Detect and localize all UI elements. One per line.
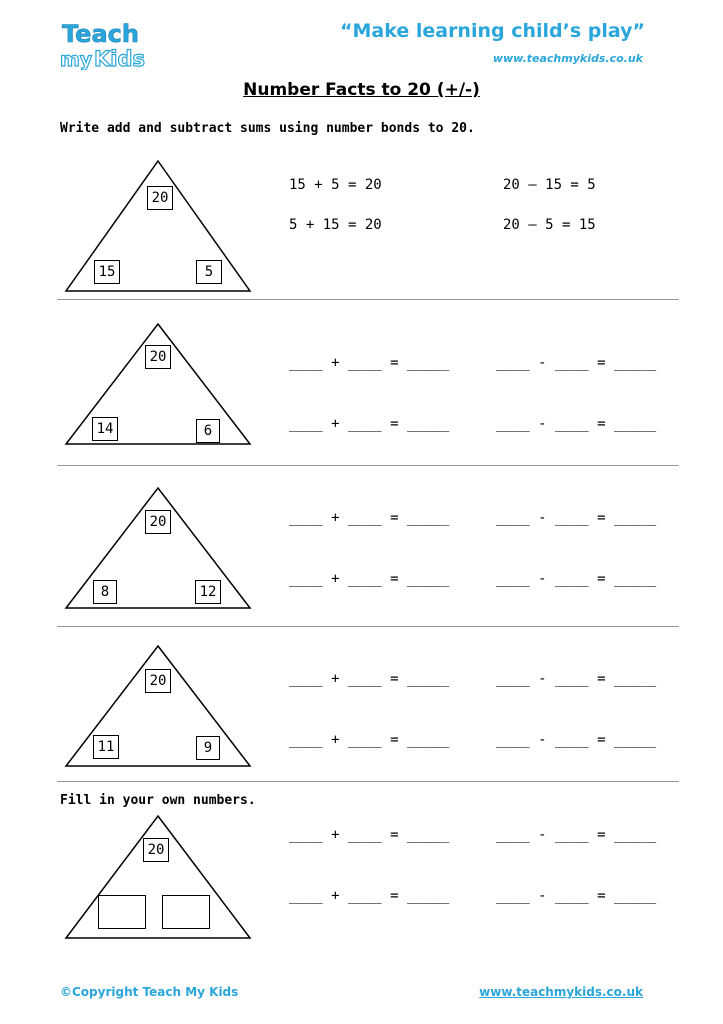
svg-text:Teach: Teach xyxy=(62,20,139,48)
divider xyxy=(57,626,679,627)
triangle-example xyxy=(64,160,254,294)
svg-text:my: my xyxy=(60,49,93,70)
problem-3-right-number: 9 xyxy=(196,736,220,760)
subtraction-blank[interactable]: ____ - ____ = _____ xyxy=(496,355,657,371)
problem-2-left-number: 8 xyxy=(93,580,117,604)
addition-blank[interactable]: ____ + ____ = _____ xyxy=(289,355,450,371)
problem-1-top-number: 20 xyxy=(145,345,171,369)
example-equation: 15 + 5 = 20 xyxy=(289,177,382,193)
worksheet-instruction: Write add and subtract sums using number bonds to 20. xyxy=(60,121,475,136)
problem-3-top-number: 20 xyxy=(145,669,171,693)
teach-my-kids-logo xyxy=(58,18,160,74)
subtraction-blank[interactable]: ____ - ____ = _____ xyxy=(496,827,657,843)
divider xyxy=(57,299,679,300)
own-right-number-box[interactable] xyxy=(162,895,210,929)
problem-1-left-number: 14 xyxy=(92,417,118,441)
example-top-number: 20 xyxy=(147,186,173,210)
problem-1-right-number: 6 xyxy=(196,419,220,443)
example-equation: 20 – 5 = 15 xyxy=(503,217,596,233)
divider xyxy=(57,465,679,466)
svg-text:Kids: Kids xyxy=(94,47,146,70)
subtraction-blank[interactable]: ____ - ____ = _____ xyxy=(496,510,657,526)
addition-blank[interactable]: ____ + ____ = _____ xyxy=(289,888,450,904)
addition-blank[interactable]: ____ + ____ = _____ xyxy=(289,416,450,432)
subtraction-blank[interactable]: ____ - ____ = _____ xyxy=(496,732,657,748)
tagline: “Make learning child’s play” xyxy=(340,20,645,42)
problem-2-right-number: 12 xyxy=(195,580,221,604)
example-equation: 5 + 15 = 20 xyxy=(289,217,382,233)
example-left-number: 15 xyxy=(94,260,120,284)
subtraction-blank[interactable]: ____ - ____ = _____ xyxy=(496,671,657,687)
divider xyxy=(57,781,679,782)
footer-website-link[interactable]: www.teachmykids.co.uk xyxy=(479,985,643,999)
example-equation: 20 – 15 = 5 xyxy=(503,177,596,193)
addition-blank[interactable]: ____ + ____ = _____ xyxy=(289,571,450,587)
triangle-own xyxy=(64,815,254,941)
subtraction-blank[interactable]: ____ - ____ = _____ xyxy=(496,571,657,587)
example-right-number: 5 xyxy=(196,260,222,284)
subtraction-blank[interactable]: ____ - ____ = _____ xyxy=(496,888,657,904)
subtraction-blank[interactable]: ____ - ____ = _____ xyxy=(496,416,657,432)
addition-blank[interactable]: ____ + ____ = _____ xyxy=(289,827,450,843)
addition-blank[interactable]: ____ + ____ = _____ xyxy=(289,510,450,526)
own-left-number-box[interactable] xyxy=(98,895,146,929)
header-website[interactable]: www.teachmykids.co.uk xyxy=(492,52,643,65)
own-top-number: 20 xyxy=(143,838,169,862)
addition-blank[interactable]: ____ + ____ = _____ xyxy=(289,732,450,748)
own-numbers-instruction: Fill in your own numbers. xyxy=(60,793,256,808)
problem-2-top-number: 20 xyxy=(145,510,171,534)
problem-3-left-number: 11 xyxy=(93,735,119,759)
worksheet-title: Number Facts to 20 (+/-) xyxy=(243,80,480,100)
copyright-text: ©Copyright Teach My Kids xyxy=(60,985,239,999)
addition-blank[interactable]: ____ + ____ = _____ xyxy=(289,671,450,687)
